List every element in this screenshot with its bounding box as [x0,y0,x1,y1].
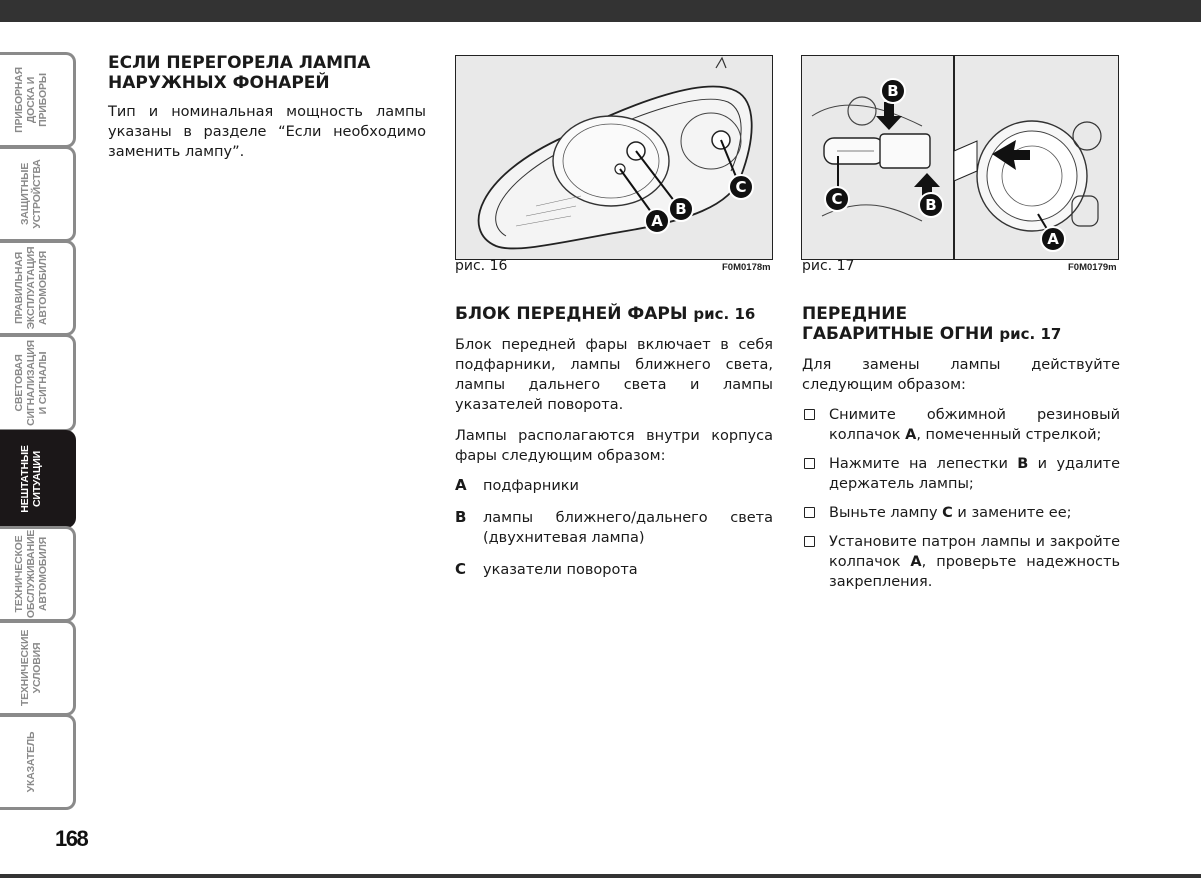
list-letter: C [455,560,467,578]
checkbox-bullet-icon [804,536,815,547]
side-tab-label: СВЕТОВАЯ СИГНАЛИЗАЦИЯ И СИГНАЛЫ [12,340,49,426]
section-title-line1: ПЕРЕДНИЕ [802,304,908,324]
paragraph: Блок передней фары включает в себя подфарники, лампы ближнего света, лампы дальнего света и лампы указателей поворота. [455,337,773,413]
top-bar [0,0,1201,22]
callout-a: A [1040,226,1066,252]
section-headlamp [455,304,773,580]
paragraph: Лампы располагаются внутри корпуса фары следующим образом: [455,428,773,464]
list-item [455,476,773,496]
section-title-text: БЛОК ПЕРЕДНЕЙ ФАРЫ [455,304,688,324]
figure-16-code: F0M0178m [722,262,771,273]
intro: Для замены лампы действуйте следующим образом: [802,357,1120,393]
section-title-text: ГАБАРИТНЫЕ ОГНИ [802,324,994,344]
checkbox-bullet-icon [804,458,815,469]
checkbox-bullet-icon [804,507,815,518]
side-tab-label: ПРАВИЛЬНАЯ ЭКСПЛУАТАЦИЯ АВТОМОБИЛЯ [12,246,49,330]
checkbox-bullet-icon [804,409,815,420]
side-tab-label: НЕШТАТНЫЕ СИТУАЦИИ [18,445,43,513]
figure-16-headlamp [455,55,773,260]
callout-a: A [644,208,670,234]
page-number: 168 [55,826,88,851]
side-light-illustration [802,56,1119,260]
figure-16-caption: рис. 16 [455,258,508,274]
section-body: Тип и номинальная мощность лампы указаны в разделе “Если необходимо заменить лампу”. [108,104,426,160]
list-text: лампы ближнего/дальнего света (двухнитевая лампа) [483,510,773,546]
step-item [802,454,1120,494]
step-text: Снимите обжимной резиновый колпачок A, помеченный стрелкой; [829,407,1120,443]
section-bulb-intro [108,53,426,162]
list-letter: B [455,508,467,526]
side-tab-index[interactable] [0,714,76,810]
list-item [455,560,773,580]
section-title [455,304,773,324]
section-title-line2: НАРУЖНЫХ ФОНАРЕЙ [108,73,330,93]
step-item [802,532,1120,592]
section-title-ref: рис. 17 [999,325,1062,343]
side-tab-safety[interactable] [0,146,76,242]
side-tab-signals[interactable] [0,334,76,432]
bottom-bar [0,874,1201,878]
side-tab-specs[interactable] [0,620,76,716]
side-tab-maintenance[interactable] [0,526,76,622]
side-tab-dashboard[interactable] [0,52,76,148]
side-tab-label: ЗАЩИТНЫЕ УСТРОЙСТВА [18,159,43,229]
callout-b-top: B [880,78,906,104]
side-tab-label: УКАЗАТЕЛЬ [24,731,37,793]
side-tab-label: ТЕХНИЧЕСКИЕ УСЛОВИЯ [18,629,43,707]
callout-b-bottom: B [918,192,944,218]
headlamp-illustration [456,56,773,260]
list-text: подфарники [483,478,579,494]
list-text: указатели поворота [483,562,638,578]
step-text: Нажмите на лепестки B и удалите держатель лампы; [829,456,1120,492]
list-item [455,508,773,548]
callout-b: B [668,196,694,222]
side-tab-emergency[interactable] [0,430,76,528]
step-item [802,503,1120,523]
step-item [802,405,1120,445]
side-tab-operation[interactable] [0,240,76,336]
figure-17-code: F0M0179m [1068,262,1117,273]
figure-17-caption: рис. 17 [802,258,855,274]
figure-17-side-light [801,55,1119,260]
side-tab-label: ТЕХНИЧЕСКОЕ ОБСЛУЖИВАНИЕ АВТОМОБИЛЯ [12,529,49,619]
section-title-line2 [802,324,1120,344]
step-text: Выньте лампу C и замените ее; [829,505,1072,521]
side-tab-label: ПРИБОРНАЯ ДОСКА И ПРИБОРЫ [12,67,49,133]
callout-c: C [728,174,754,200]
section-title-ref: рис. 16 [693,305,756,323]
callout-c: C [824,186,850,212]
step-text: Установите патрон лампы и закройте колпачок A, проверьте надежность закрепления. [829,534,1120,590]
list-letter: A [455,476,467,494]
section-title-line1: ЕСЛИ ПЕРЕГОРЕЛА ЛАМПА [108,53,371,73]
section-side-lights [802,304,1120,592]
